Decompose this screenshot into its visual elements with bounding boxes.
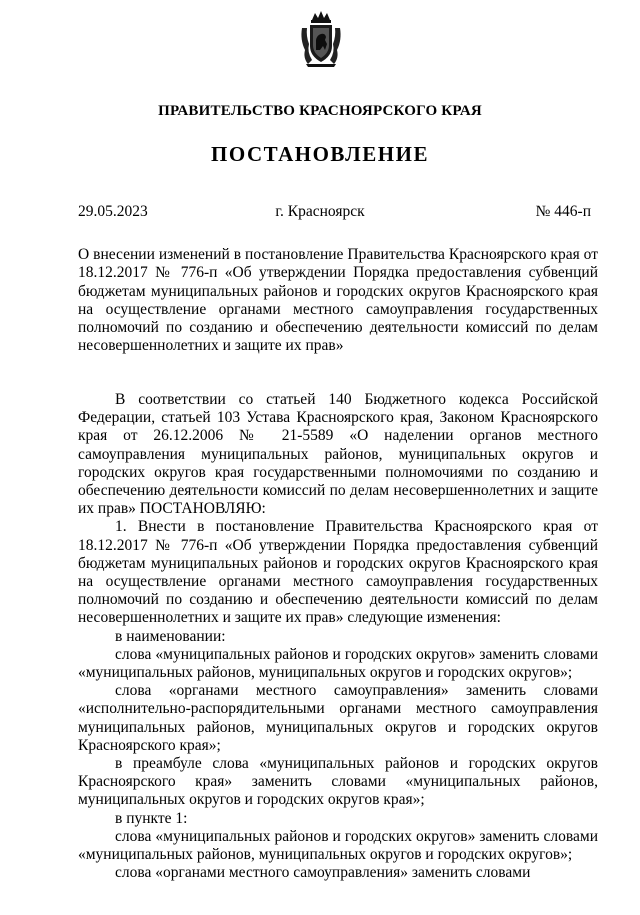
coat-of-arms-icon: [298, 10, 344, 68]
document-date: 29.05.2023: [78, 203, 148, 220]
body-paragraph: 1. Внести в постановление Правительства Красноярского края от 18.12.2017 № 776-п «Об утверждении Порядка предоставления субвенций бюджетам муниципальных районов и городских округов Красноярского края на осуществление органами местного самоуправления государственных полномочий по созданию и обеспечению деятельности комиссий по делам несовершеннолетних и защите их прав» следующие изменения:: [78, 518, 598, 627]
document-body: [78, 391, 598, 882]
government-name: ПРАВИТЕЛЬСТВО КРАСНОЯРСКОГО КРАЯ: [158, 103, 482, 119]
body-paragraph: в наименовании:: [115, 627, 226, 645]
body-paragraph: В соответствии со статьей 140 Бюджетного кодекса Российской Федерации, статьей 103 Устава Красноярского края, Законом Красноярского края от 26.12.2006 № 21-5589 «О наделении органов местного самоуправления муниципальных районов, муниципальных округов и городских округов края государственными полномочиями по созданию и обеспечению деятельности комиссий по делам несовершеннолетних и защите их прав» ПОСТАНОВЛЯЮ:: [78, 391, 598, 518]
document-number: № 446-п: [535, 203, 591, 220]
body-paragraph: слова «органами местного самоуправления» заменить словами «исполнительно-распорядительными органами местного самоуправления муниципальных районов, муниципальных округов и городских округов Красноярского края»;: [78, 682, 598, 754]
body-paragraph: слова «муниципальных районов и городских округов» заменить словами «муниципальных районов, муниципальных округов и городских округов»;: [78, 645, 598, 682]
body-paragraph: в преамбуле слова «муниципальных районов и городских округов Красноярского края» заменить словами «муниципальных районов, муниципальных округов и городских округов края»;: [78, 755, 598, 809]
document-title: О внесении изменений в постановление Правительства Красноярского края от 18.12.2017 № 776-п «Об утверждении Порядка предоставления субвенций бюджетам муниципальных районов и городских округов Красноярского края на осуществление органами местного самоуправления государственных полномочий по созданию и обеспечению деятельности комиссий по делам несовершеннолетних и защите их прав»: [78, 246, 598, 355]
body-paragraph: слова «органами местного самоуправления» заменить словами: [115, 864, 531, 882]
body-paragraph: в пункте 1:: [115, 809, 188, 827]
document-place: г. Красноярск: [275, 203, 365, 220]
body-paragraph: слова «муниципальных районов и городских округов» заменить словами «муниципальных районов, муниципальных округов и городских округов»;: [78, 827, 598, 864]
document-type: ПОСТАНОВЛЕНИЕ: [211, 142, 429, 166]
